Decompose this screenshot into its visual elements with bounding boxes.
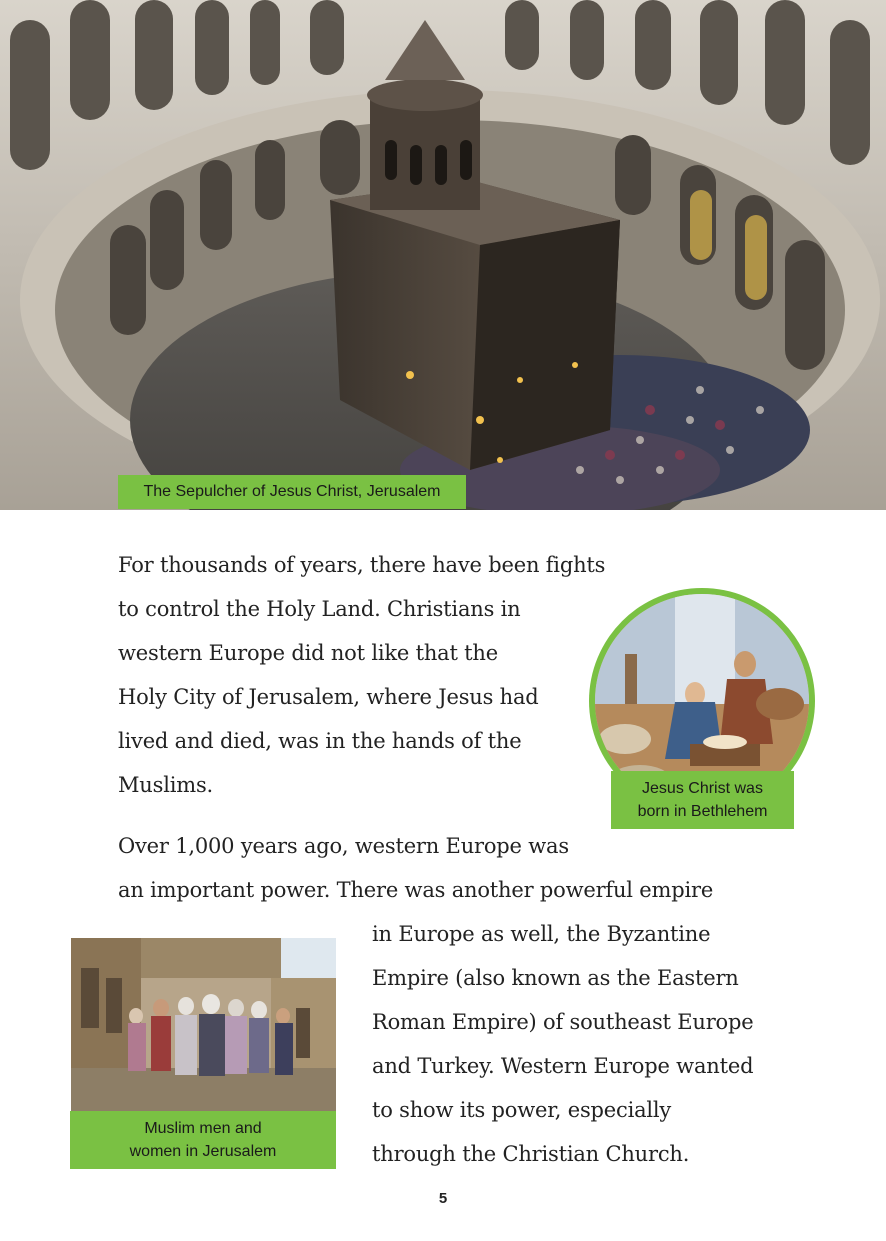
text-line: Empire (also known as the Eastern: [372, 966, 739, 990]
text-line: to show its power, especially: [372, 1098, 672, 1122]
street-illustration: [71, 938, 336, 1112]
paragraph-western-europe: [118, 824, 713, 912]
caption-line: born in Bethlehem: [637, 803, 768, 820]
text-line: For thousands of years, there have been fights: [118, 553, 606, 577]
muslim-photo: [71, 938, 336, 1112]
paragraph-byzantine: [372, 912, 753, 1176]
paragraph-holy-land: [118, 543, 605, 807]
text-line: Muslims.: [118, 773, 214, 797]
text-line: lived and died, was in the hands of the: [118, 729, 522, 753]
nativity-caption: [611, 771, 794, 829]
hero-photo: [0, 0, 886, 510]
text-line: an important power. There was another powerful empire: [118, 878, 714, 902]
sepulcher-illustration: [0, 0, 886, 510]
text-line: in Europe as well, the Byzantine: [372, 922, 711, 946]
text-line: Holy City of Jerusalem, where Jesus had: [118, 685, 539, 709]
muslim-caption: [70, 1111, 336, 1169]
page-number: 5: [438, 1190, 448, 1207]
caption-line: Muslim men and: [144, 1120, 262, 1137]
text-line: Roman Empire) of southeast Europe: [372, 1010, 754, 1034]
text-line: to control the Holy Land. Christians in: [118, 597, 521, 621]
text-line: and Turkey. Western Europe wanted: [372, 1054, 754, 1078]
hero-caption: The Sepulcher of Jesus Christ, Jerusalem: [118, 475, 466, 509]
caption-line: women in Jerusalem: [129, 1143, 277, 1160]
caption-line: Jesus Christ was: [642, 780, 763, 797]
text-line: Over 1,000 years ago, western Europe was: [118, 834, 569, 858]
text-line: through the Christian Church.: [372, 1142, 690, 1166]
text-line: western Europe did not like that the: [118, 641, 498, 665]
